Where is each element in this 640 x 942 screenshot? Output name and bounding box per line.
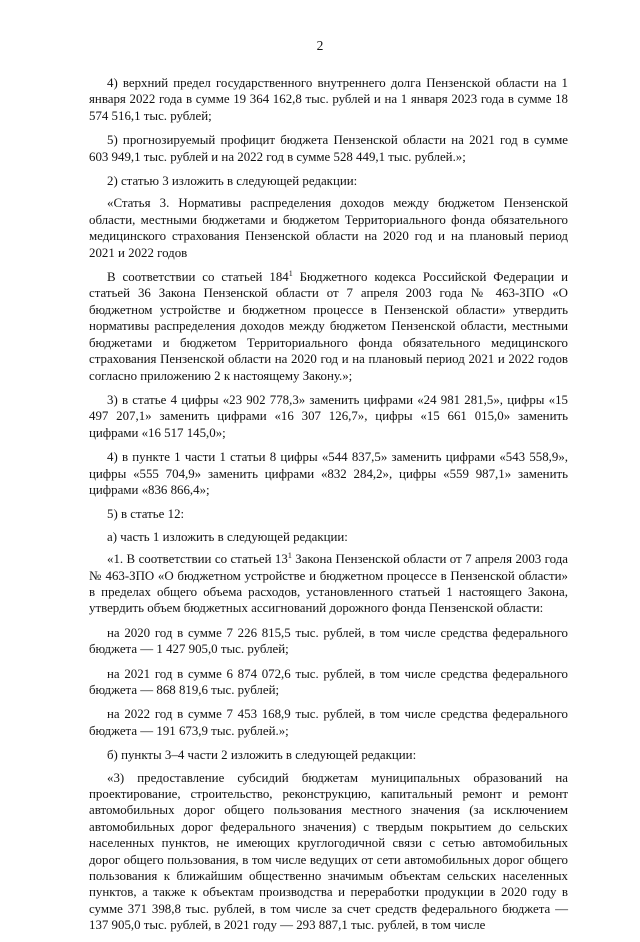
paragraph-article3-instruction: 2) статью 3 изложить в следующей редакции: — [107, 174, 358, 189]
paragraph-part1-instruction: а) часть 1 изложить в следующей редакции: — [107, 529, 348, 544]
document-body — [89, 75, 568, 942]
superscript: 1 — [288, 269, 293, 279]
paragraph-part2-instruction: б) пункты 3–4 части 2 изложить в следующей редакции: — [107, 748, 417, 763]
paragraph-article8-changes: 4) в пункте 1 части 1 статьи 8 цифры «544 837,5» заменить цифрами «543 558,9», цифры «555 704,9» заменить цифрами «832 284,2», цифры «559 987,1» заменить цифрами «836 866,4»; — [89, 450, 568, 497]
text-fragment: «1. В соответствии со статьей 13 — [107, 552, 288, 567]
superscript: 1 — [287, 551, 292, 561]
paragraph-year-2020: на 2020 год в сумме 7 226 815,5 тыс. рублей, в том числе средства федерального бюджета — 1 427 905,0 тыс. рублей; — [89, 625, 568, 657]
paragraph-article3-body — [89, 269, 568, 384]
paragraph-subsidies: «3) предоставление субсидий бюджетам муниципальных образований на проектирование, строительство, реконструкцию, капитальный ремонт и ремонт автомобильных дорог общего пользования местного значения (за исключением автомобильных дорог федерального значения) с твердым покрытием до сельских населенных пунктов, не имеющих круглогодичной связи с сетью автомобильных дорог общего пользования, в том числе ведущих от сети автомобильных дорог общего пользования к ближайшим общественно значимым объектам сельских населенных пунктов, а также к объектам производства и переработки продукции в 2020 году в сумме 371 398,8 тыс. рублей, в том числе за счет средств федерального бюджета — 137 905,0 тыс. рублей, в 2021 году — 293 887,1 тыс. рублей, в том числе — [89, 770, 568, 933]
text-fragment: Закона Пензенской области от 7 апреля 2003 года № 463-ЗПО «О бюджетном устройстве и бюджетном процессе в Пензенской области» в пределах общего объема расходов, установленного статьей 1 настоящего Закона, утвердить объем бюджетных ассигнований дорожного фонда Пензенской области: — [89, 552, 568, 616]
paragraph-article4-changes: 3) в статье 4 цифры «23 902 778,3» заменить цифрами «24 981 281,5», цифры «15 497 207,1» заменить цифрами «16 307 126,7», цифры «15 661 015,0» заменить цифрами «16 517 145,0»; — [89, 392, 568, 440]
paragraph-road-fund — [89, 551, 568, 617]
paragraph-article12-intro: 5) в статье 12: — [107, 507, 185, 522]
text-fragment: Бюджетного кодекса Российской Федерации и статьей 36 Закона Пензенской области от 7 апреля 2003 года № 463-ЗПО «О бюджетном устройстве и бюджетном процессе в Пензенской области» утвердить нормативы распределения доходов между бюджетом Пензенской области, местными бюджетами и бюджетом Территориального фонда обязательного медицинского страхования Пензенской области на 2020 год и на плановый период 2021 и 2022 годов согласно приложению 2 к настоящему Закону.»; — [89, 270, 568, 383]
paragraph-year-2022: на 2022 год в сумме 7 453 168,9 тыс. рублей, в том числе средства федерального бюджета — 191 673,9 тыс. рублей.»; — [89, 707, 568, 738]
paragraph-year-2021: на 2021 год в сумме 6 874 072,6 тыс. рублей, в том числе средства федерального бюджета — 868 819,6 тыс. рублей; — [89, 666, 568, 697]
paragraph-surplus: 5) прогнозируемый профицит бюджета Пензенской области на 2021 год в сумме 603 949,1 тыс. рублей и на 2022 год в сумме 528 449,1 тыс. рублей.»; — [89, 133, 568, 164]
text-fragment: В соответствии со статьей 184 — [107, 270, 289, 285]
page-number: 2 — [316, 38, 324, 53]
paragraph-debt-limit: 4) верхний предел государственного внутреннего долга Пензенской области на 1 января 2022 года в сумме 19 364 162,8 тыс. рублей и на 1 января 2023 года в сумме 18 574 516,1 тыс. рублей; — [89, 76, 568, 123]
paragraph-article3-title: «Статья 3. Нормативы распределения доходов между бюджетом Пензенской области, местными бюджетами и бюджетом Территориального фонда обязательного медицинского страхования Пензенской области на 2020 год и на плановый период 2021 и 2022 годов — [89, 196, 568, 260]
